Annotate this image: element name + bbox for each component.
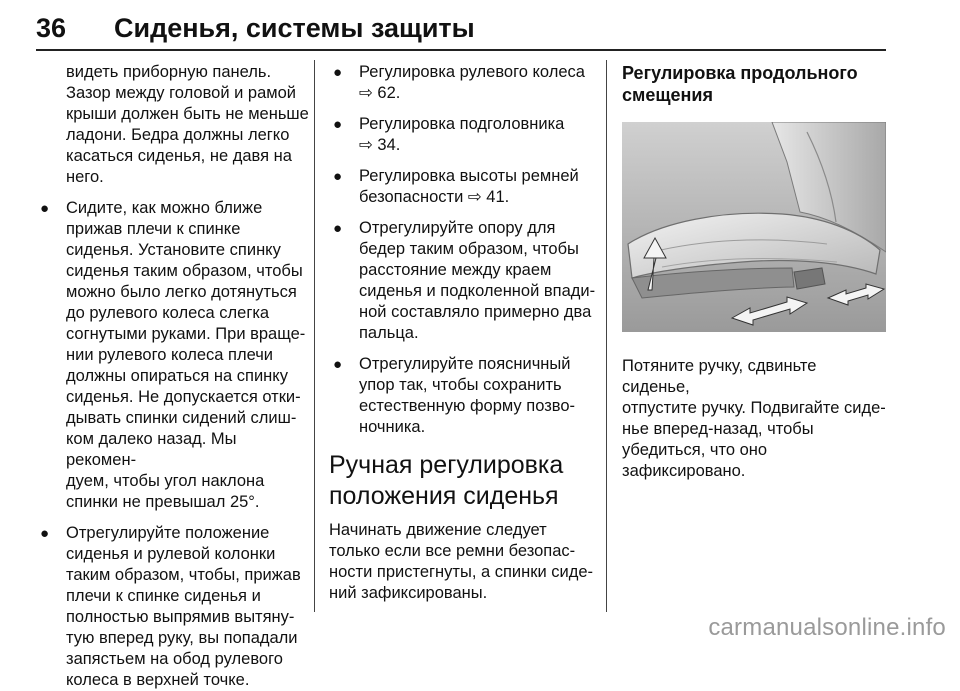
header-rule (36, 49, 886, 51)
list-item: ● Регулировка подголовника ⇨ 34. (333, 115, 565, 154)
list-item: ● Регулировка высоты ремней безопасности ⇨ 41. (333, 167, 579, 206)
bullet-list (36, 198, 310, 691)
column-divider (314, 60, 315, 612)
list-item: ● Регулировка рулевого колеса ⇨ 62. (333, 63, 585, 102)
column-1 (36, 62, 310, 691)
subsection-heading: Регулировка продольного смещения (622, 63, 858, 105)
page-number: 36 (36, 13, 67, 43)
watermark: carmanualsonline.info (708, 614, 946, 641)
column-2 (329, 62, 597, 604)
section-title: Сиденья, системы защиты (114, 13, 475, 43)
column-divider (606, 60, 607, 612)
list-item: ● Отрегулируйте положение сиденья и рулевой колонки таким образом, чтобы, прижав плечи к спинке сиденья и полностью выпрямив вытяну- тую вперед руку, вы попадали запястьем на обод рулевого колеса в верхней точке. (40, 524, 301, 689)
list-item: ● Отрегулируйте опору для бедер таким образом, чтобы расстояние между краем сиденья и подколенной впади- ной составляло примерно два пальца. (333, 219, 596, 342)
page-header (0, 0, 960, 56)
list-item: ● Сидите, как можно ближе прижав плечи к спинке сиденья. Установите спинку сиденья таким образом, чтобы можно было легко дотянуться до рулевого колеса слегка согнутыми руками. При враще- нии рулевого колеса плечи должны опираться на спинку сиденья. Не допускается отки- дывать спинки сидений слиш- ком далеко назад. Мы рекомен- дуем, чтобы угол наклона спинки не превышал 25°. (40, 199, 306, 511)
body-paragraph: Начинать движение следует только если все ремни безопас- ности пристегнуты, а спинки сиде- ний зафиксированы. (329, 521, 594, 602)
bullet-dot-icon: ● (333, 116, 343, 133)
bullet-dot-icon: ● (40, 525, 50, 542)
bullet-list (329, 62, 597, 438)
seat-adjustment-illustration (622, 122, 886, 332)
bullet-dot-icon: ● (333, 220, 343, 237)
section-heading: Ручная регулировка положения сиденья (329, 451, 564, 510)
bullet-dot-icon: ● (333, 64, 343, 81)
column-3 (622, 62, 888, 482)
bullet-dot-icon: ● (333, 356, 343, 373)
bullet-dot-icon: ● (40, 200, 50, 217)
continued-paragraph: видеть приборную панель. Зазор между головой и рамой крыши должен быть не меньше ладони. Бедра должны легко касаться сиденья, не давя на него. (66, 63, 309, 186)
bullet-dot-icon: ● (333, 168, 343, 185)
list-item: ● Отрегулируйте поясничный упор так, чтобы сохранить естественную форму позво- ночника. (333, 355, 576, 436)
body-paragraph: Потяните ручку, сдвиньте сиденье, отпустите ручку. Подвигайте сиде- нье вперед-назад, чтобы убедиться, что оно зафиксировано. (622, 357, 886, 480)
